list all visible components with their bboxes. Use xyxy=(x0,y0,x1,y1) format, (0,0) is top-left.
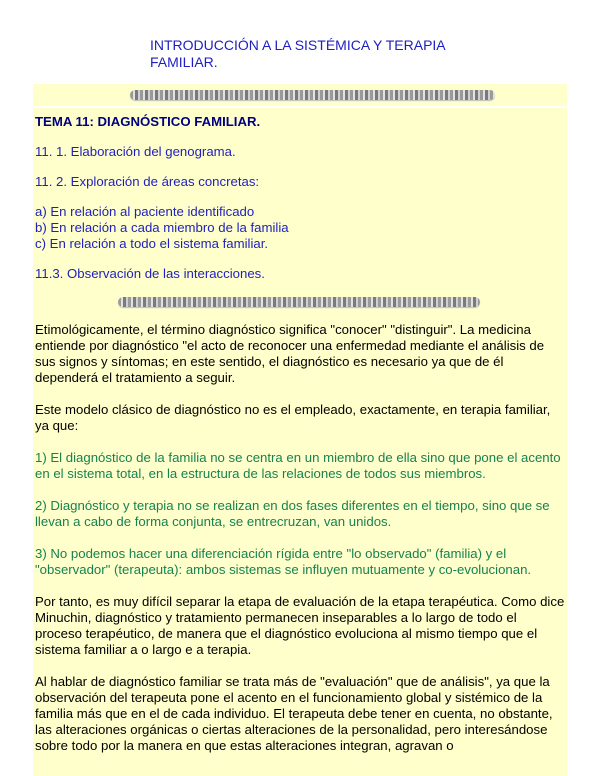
toc-item-1: 11. 1. Elaboración del genograma. xyxy=(35,144,236,159)
toc-subitems xyxy=(35,204,565,252)
paragraph: Al hablar de diagnóstico familiar se trata más de "evaluación" que de análisis", ya que la observación del terapeuta pone el acento en el funcionamiento global y sistémico de la familia más que en el de cada individuo. El terapeuta debe tener en cuenta, no obstante, las alteraciones orgánicas o ciertas alteraciones de la personalidad, pero interesándose sobre todo por la manera en que estas alteraciones integran, agravan o xyxy=(35,674,553,753)
paragraph: Por tanto, es muy difícil separar la etapa de evaluación de la etapa terapéutica. Como dice Minuchin, diagnóstico y tratamiento permanecen inseparables a lo largo de todo el proceso terapéutico, de manera que el diagnóstico evoluciona al mismo tiempo que el sistema familiar a o largo e a terapia. xyxy=(35,594,565,657)
paragraph: Etimológicamente, el término diagnóstico significa "conocer" "distinguir". La medicina entiende por diagnóstico "el acto de reconocer una enfermedad mediante el análisis de sus signos y síntomas; en este sentido, el diagnóstico es necesario ya que de él dependerá el tratamiento a seguir. xyxy=(35,322,545,385)
paragraph-point-2: 2) Diagnóstico y terapia no se realizan en dos fases diferentes en el tiempo, sino que se llevan a cabo de forma conjunta, se entrecruzan, van unidos. xyxy=(35,498,550,529)
toc-subitem-b: b) En relación a cada miembro de la familia xyxy=(35,220,289,235)
table-of-contents xyxy=(35,114,565,296)
paragraph-point-3: 3) No podemos hacer una diferenciación rígida entre "lo observado" (familia) y el "observador" (terapeuta): ambos sistemas se influyen mutuamente y co-evolucionan. xyxy=(35,546,532,577)
paragraph-point-1: 1) El diagnóstico de la familia no se centra en un miembro de ella sino que pone el acento en el sistema total, en la estructura de las relaciones de todos sus miembros. xyxy=(35,450,561,481)
decorative-divider-top xyxy=(130,90,495,100)
toc-subitem-a: a) En relación al paciente identificado xyxy=(35,204,255,219)
toc-item-3: 11.3. Observación de las interacciones. xyxy=(35,266,265,281)
toc-subitem-c: c) En relación a todo el sistema familiar. xyxy=(35,236,269,251)
body-text xyxy=(35,322,565,770)
paragraph: Este modelo clásico de diagnóstico no es el empleado, exactamente, en terapia familiar, ya que: xyxy=(35,402,551,433)
page-title: INTRODUCCIÓN A LA SISTÉMICA Y TERAPIA FAMILIAR. xyxy=(150,37,445,70)
toc-heading: TEMA 11: DIAGNÓSTICO FAMILIAR. xyxy=(35,114,261,129)
decorative-divider-middle xyxy=(118,297,480,307)
toc-item-2: 11. 2. Exploración de áreas concretas: xyxy=(35,174,260,189)
